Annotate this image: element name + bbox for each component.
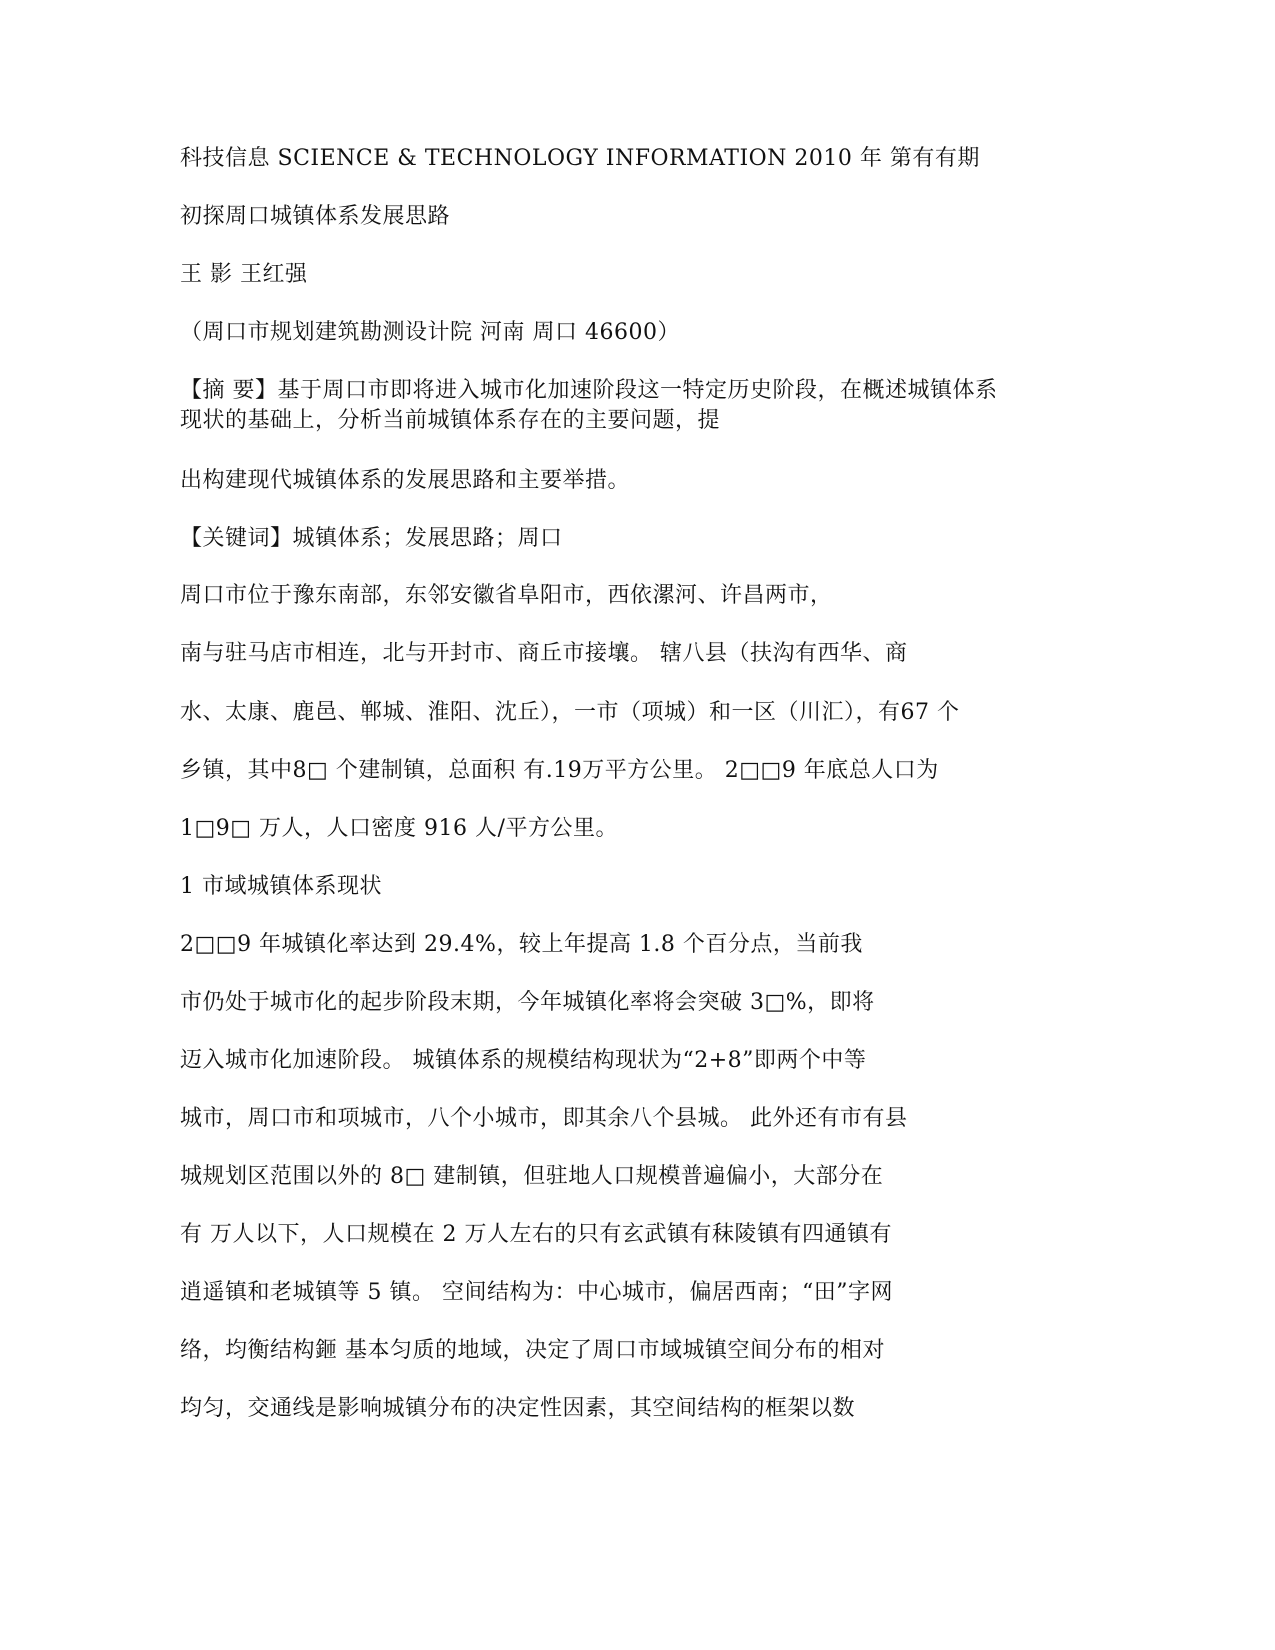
journal-header: 科技信息 SCIENCE & TECHNOLOGY INFORMATION 2010 年 第有有期 <box>180 146 980 171</box>
abstract-line: 【摘 要】基于周口市即将进入城市化加速阶段这一特定历史阶段，在概述城镇体系 <box>180 378 998 403</box>
body-line: 城规划区范围以外的 8□ 建制镇，但驻地人口规模普遍偏小，大部分在 <box>180 1164 884 1189</box>
keywords: 【关键词】城镇体系；发展思路；周口 <box>180 526 563 551</box>
body-line: 乡镇，其中8□ 个建制镇，总面积 有.19万平方公里。 2□□9 年底总人口为 <box>180 758 939 783</box>
body-line: 2□□9 年城镇化率达到 29.4%，较上年提高 1.8 个百分点，当前我 <box>180 932 863 957</box>
abstract-line: 出构建现代城镇体系的发展思路和主要举措。 <box>180 468 631 493</box>
affiliation: （周口市规划建筑勘测设计院 河南 周口 46600） <box>180 320 680 345</box>
body-line: 迈入城市化加速阶段。 城镇体系的规模结构现状为“2+8”即两个中等 <box>180 1048 867 1073</box>
abstract-line: 现状的基础上，分析当前城镇体系存在的主要问题，提 <box>180 408 721 433</box>
authors: 王 影 王红强 <box>180 262 308 287</box>
body-line: 均匀，交通线是影响城镇分布的决定性因素，其空间结构的框架以数 <box>180 1396 856 1421</box>
body-line: 市仍处于城市化的起步阶段末期，今年城镇化率将会突破 3□%，即将 <box>180 990 875 1015</box>
section-heading: 1 市域城镇体系现状 <box>180 874 382 899</box>
body-line: 城市，周口市和项城市，八个小城市，即其余八个县城。 此外还有市有县 <box>180 1106 908 1131</box>
body-line: 南与驻马店市相连，北与开封市、商丘市接壤。 辖八县（扶沟有西华、商 <box>180 641 908 666</box>
body-line: 1□9□ 万人，人口密度 916 人/平方公里。 <box>180 816 618 841</box>
article-title: 初探周口城镇体系发展思路 <box>180 204 451 229</box>
body-line: 络，均衡结构鉔 基本匀质的地域，决定了周口市域城镇空间分布的相对 <box>180 1338 885 1363</box>
body-line: 水、太康、鹿邑、郸城、淮阳、沈丘），一市（项城）和一区（川汇），有67 个 <box>180 700 960 725</box>
body-line: 有 万人以下，人口规模在 2 万人左右的只有玄武镇有秣陵镇有四通镇有 <box>180 1222 892 1247</box>
body-line: 周口市位于豫东南部，东邻安徽省阜阳市，西依漯河、许昌两市， <box>180 583 833 608</box>
body-line: 逍遥镇和老城镇等 5 镇。 空间结构为：中心城市，偏居西南；“田”字网 <box>180 1280 893 1305</box>
